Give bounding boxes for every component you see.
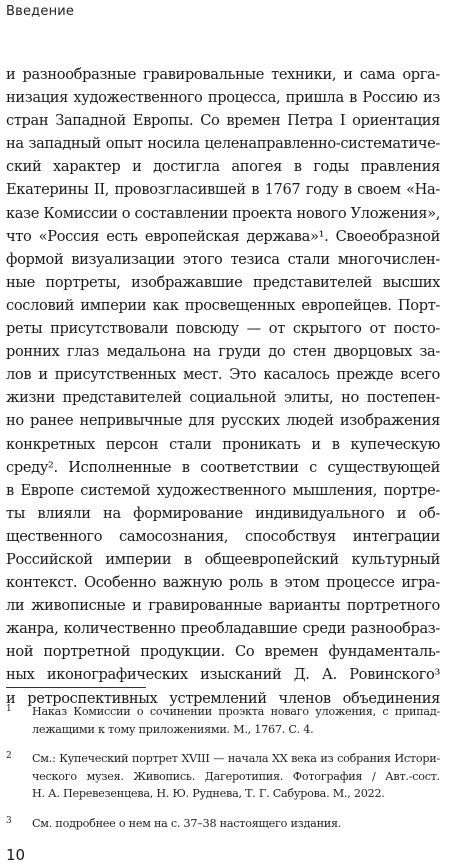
body-line: жанра, количественно преобладавшие среди разнообраз- (6, 620, 440, 638)
footnote-line: См.: Купеческий портрет XVIII — начала XX века из собрания Истори- (32, 752, 440, 765)
body-line: ных иконографических изысканий Д. А. Ровинского³ (6, 666, 440, 684)
body-text (6, 63, 440, 710)
footnote-line: Наказ Комиссии о сочинении проэкта новаго уложения, с припад- (32, 705, 440, 718)
footnote-number: 2 (6, 751, 12, 761)
footnotes (6, 703, 440, 844)
body-line: ский характер и достигла апогея в годы правления (6, 158, 440, 176)
body-line: низация художественного процесса, пришла в Россию из (6, 89, 440, 107)
body-line: реты присутствовали повсюду — от скрытого от посто- (6, 320, 440, 338)
body-line: лов и присутственных мест. Это касалось прежде всего (6, 366, 440, 384)
body-line: ной портретной продукции. Со времен фундаменталь- (6, 643, 440, 661)
body-line: формой визуализации этого тезиса стали многочислен- (6, 250, 440, 268)
body-line: стран Западной Европы. Со времен Петра I ориентация (6, 112, 440, 130)
body-line: и разнообразные гравировальные техники, и сама орга- (6, 66, 440, 83)
body-line: Российской империи в общеевропейский культурный (6, 550, 440, 568)
body-line: среду². Исполненные в соответствии с существующей (6, 458, 440, 476)
body-line: в Европе системой художественного мышления, портре- (6, 481, 440, 499)
footnote-3 (6, 815, 440, 833)
footnote-line: Н. А. Перевезенцева, Н. Ю. Руднева, Т. Г. Сабурова. М., 2022. (32, 787, 385, 800)
body-line: что «Россия есть европейская держава»¹. Своеобразной (6, 227, 440, 245)
body-line: но ранее непривычные для русских людей изображения (6, 412, 440, 430)
body-line: Екатерины II, провозгласившей в 1767 году в своем «На- (6, 181, 440, 199)
running-head: Введение (6, 4, 75, 19)
footnote-1 (6, 703, 440, 738)
body-line: щественного самосознания, способствуя интеграции (6, 527, 440, 545)
body-line: ли живописные и гравированные варианты портретного (6, 597, 440, 615)
body-line: сословий империи как просвещенных европейцев. Порт- (6, 296, 440, 314)
body-line: и ретроспективных устремлений членов объединения (6, 689, 440, 707)
footnote-line: ческого музея. Живопись. Дагеротипия. Фотография / Авт.-сост. (32, 769, 440, 783)
footnote-line: См. подробнее о нем на с. 37–38 настоящего издания. (32, 816, 342, 830)
page-number: 10 (6, 846, 26, 864)
body-line: на западный опыт носила целенаправленно-систематиче- (6, 135, 440, 153)
body-line: ные портреты, изображавшие представителей высших (6, 273, 440, 291)
body-line: конкретных персон стали проникать и в купеческую (6, 435, 440, 453)
footnote-number: 3 (6, 815, 12, 826)
footnote-2 (6, 750, 440, 803)
body-line: казе Комиссии о составлении проекта нового Уложения», (6, 204, 440, 222)
footnote-divider (6, 687, 146, 688)
footnote-number: 1 (6, 704, 12, 714)
body-line: жизни представителей социальной элиты, но постепен- (6, 389, 440, 407)
body-line: ронних глаз медальона на груди до стен дворцовых за- (6, 343, 440, 361)
body-line: контекст. Особенно важную роль в этом процессе игра- (6, 574, 440, 592)
footnote-line: лежащими к тому приложениями. М., 1767. С. 4. (32, 722, 314, 736)
body-line: ты влияли на формирование индивидуального и об- (6, 504, 440, 522)
